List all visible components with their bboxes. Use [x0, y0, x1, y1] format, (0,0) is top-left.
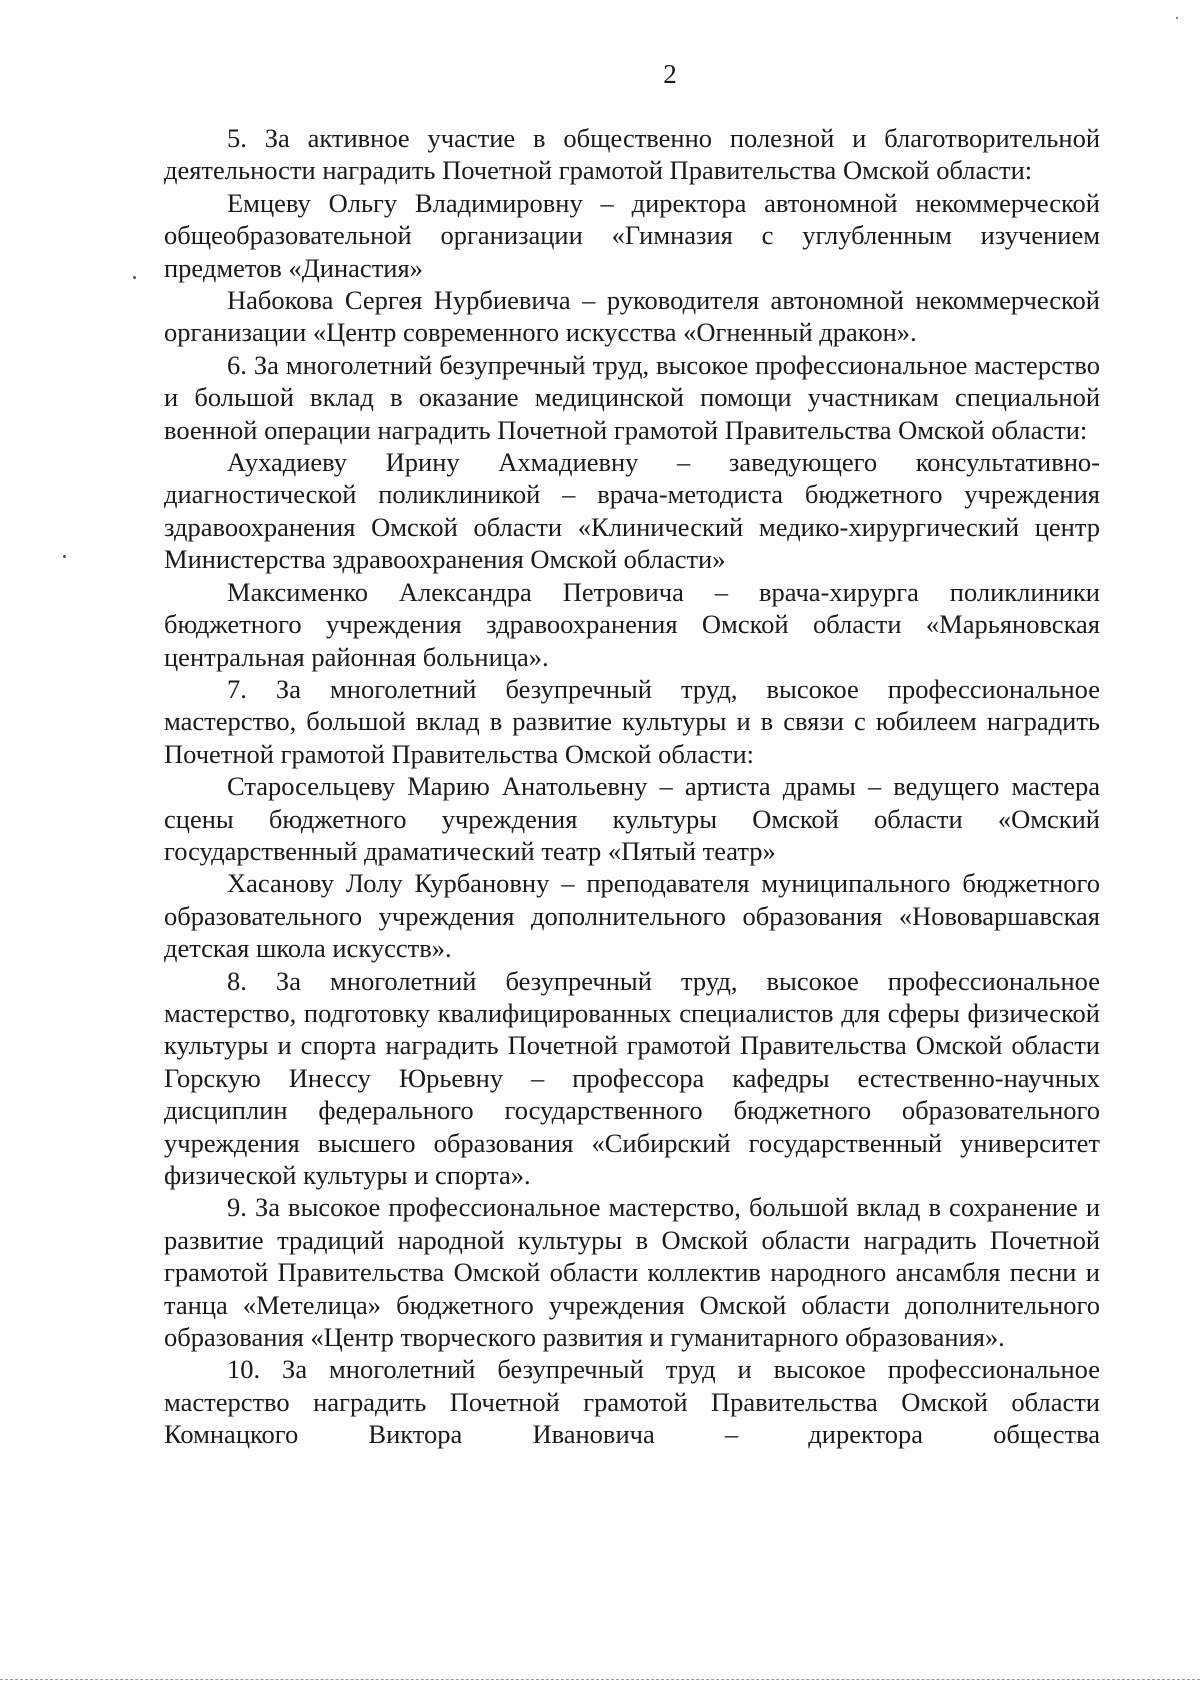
- paragraph-awardee-khasanova: Хасанову Лолу Курбановну – преподавателя муниципального бюджетного образовательного учреждения дополнительного образования «Нововаршавская детская школа искусств».: [164, 868, 1100, 964]
- scan-edge-line: [0, 1679, 1200, 1681]
- paragraph-item-9: 9. За высокое профессиональное мастерство, большой вклад в сохранение и развитие традиций народной культуры в Омской области наградить Почетной грамотой Правительства Омской области коллектив народного ансамбля песни и танца «Метелица» бюджетного учреждения Омской области дополнительного образования «Центр творческого развития и гуманитарного образования».: [164, 1192, 1100, 1353]
- document-body: [164, 122, 1100, 1451]
- paragraph-item-10: 10. За многолетний безупречный труд и высокое профессиональное мастерство наградить Почетной грамотой Правительства Омской области Комнацкого Виктора Ивановича – директора общества: [164, 1354, 1100, 1450]
- paragraph-item-5-intro: 5. За активное участие в общественно полезной и благотворительной деятельности наградить Почетной грамотой Правительства Омской области:: [164, 123, 1100, 186]
- scan-speck: [1176, 17, 1178, 19]
- paragraph-awardee-staroseltseva: Старосельцеву Марию Анатольевну – артиста драмы – ведущего мастера сцены бюджетного учреждения культуры Омской области «Омский государственный драматический театр «Пятый театр»: [164, 771, 1100, 866]
- paragraph-item-7-intro: 7. За многолетний безупречный труд, высокое профессиональное мастерство, большой вклад в развитие культуры и в связи с юбилеем наградить Почетной грамотой Правительства Омской области:: [164, 673, 1100, 769]
- paragraph-item-6-intro: 6. За многолетний безупречный труд, высокое профессиональное мастерство и большой вклад в оказание медицинской помощи участникам специальной военной операции наградить Почетной грамотой Правительства Омской области:: [164, 349, 1100, 445]
- scan-speck: [63, 555, 66, 558]
- paragraph-awardee-nabokov: Набокова Сергея Нурбиевича – руководителя автономной некоммерческой организации «Центр современного искусства «Огненный дракон».: [164, 285, 1100, 348]
- paragraph-item-8: 8. За многолетний безупречный труд, высокое профессиональное мастерство, подготовку квалифицированных специалистов для сферы физической культуры и спорта наградить Почетной грамотой Правительства Омской области Горскую Инессу Юрьевну – профессора кафедры естественно-научных дисциплин федерального государственного бюджетного образовательного учреждения высшего образования «Сибирский государственный университет физической культуры и спорта».: [164, 965, 1100, 1190]
- scan-speck: [133, 276, 136, 279]
- paragraph-awardee-aukhadieva: Аухадиеву Ирину Ахмадиевну – заведующего консультативно-диагностической поликлиникой – врача-методиста бюджетного учреждения здравоохранения Омской области «Клинический медико-хирургический центр Министерства здравоохранения Омской области»: [164, 447, 1100, 575]
- paragraph-awardee-maksimenko: Максименко Александра Петровича – врача-хирурга поликлиники бюджетного учреждения здравоохранения Омской области «Марьяновская центральная районная больница».: [164, 576, 1100, 672]
- paragraph-awardee-emtseva: Емцеву Ольгу Владимировну – директора автономной некоммерческой общеобразовательной организации «Гимназия с углубленным изучением предметов «Династия»: [164, 187, 1100, 283]
- page-number: 2: [663, 59, 677, 89]
